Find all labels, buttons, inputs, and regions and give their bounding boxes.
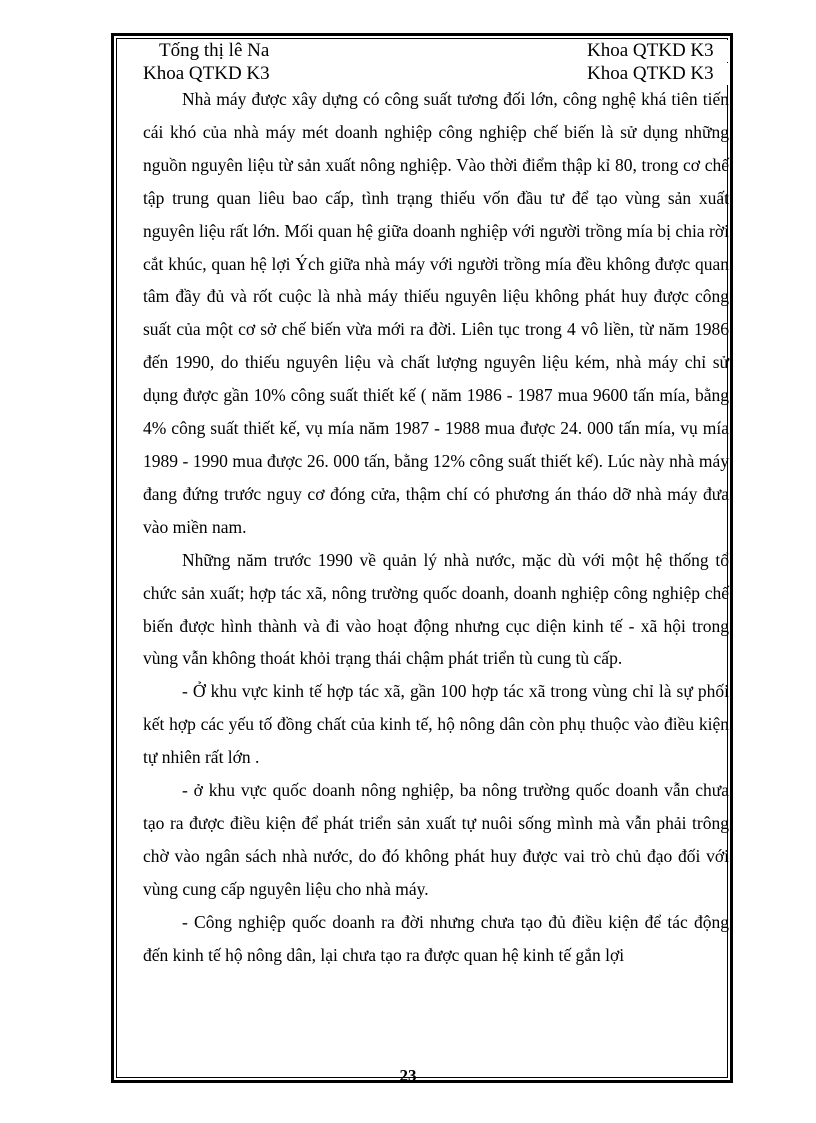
- page-number: 23: [399, 1066, 417, 1085]
- header-department-left: Khoa QTKD K3: [143, 63, 270, 84]
- paragraph: - Công nghiệp quốc doanh ra đời nhưng chưa tạo đủ điều kiện để tác động đến kinh tế hộ nông dân, lại chưa tạo ra được quan hệ kinh tế gắn lợi: [143, 911, 729, 965]
- paragraph: Nhà máy được xây dựng có công suất tương đối lớn, công nghệ khá tiên tiến cái khó của nhà máy mét doanh nghiệp công nghiệp chế biến là sử dụng những nguồn nguyên liệu từ sản xuất nông nghiệp. Vào thời điểm thập kỉ 80, trong cơ chế tập trung quan liêu bao cấp, tình trạng thiếu vốn đầu tư để tạo vùng sản xuất nguyên liệu rất lớn. Mối quan hệ giữa doanh nghiệp với người trồng mía bị chia rời cắt khúc, quan hệ lợi Ých giữa nhà máy với người trồng mía đều không được quan tâm đầy đủ và rốt cuộc là nhà máy thiếu nguyên liệu không phát huy được công suất của một cơ sở chế biến vừa mới ra đời. Liên tục trong 4 vô liền, từ năm 1986 đến 1990, do thiếu nguyên liệu và chất lượng nguyên liệu kém, nhà máy chỉ sử dụng được gần 10% công suất thiết kế ( năm 1986 - 1987 mua 9600 tấn mía, bằng 4% công suất thiết kế, vụ mía năm 1987 - 1988 mua được 24. 000 tấn mía, vụ mía 1989 - 1990 mua được 26. 000 tấn, bằng 12% công suất thiết kế). Lúc này nhà máy đang đứng trước nguy cơ đóng cửa, thậm chí có phương án tháo dỡ nhà máy đưa vào miền nam.: [143, 89, 729, 537]
- header-department-right: Khoa QTKD K3: [587, 63, 714, 84]
- header-author: Tống thị lê Na: [159, 40, 270, 61]
- page-header-row-2: [143, 63, 728, 85]
- header-department: Khoa QTKD K3: [587, 40, 714, 61]
- paragraph: Những năm trước 1990 về quản lý nhà nước, mặc dù với một hệ thống tổ chức sản xuất; hợp tác xã, nông trường quốc doanh, doanh nghiệp công nghiệp chế biến được hình thành và đi vào hoạt động nhưng cục diện kinh tế - xã hội trong vùng vẫn không thoát khỏi trạng thái chậm phát triển tù cung tù cấp.: [143, 549, 729, 669]
- paragraph: - ở khu vực quốc doanh nông nghiệp, ba nông trường quốc doanh vẫn chưa tạo ra được điều kiện để phát triển sản xuất tự nuôi sống mình mà vẫn phải trông chờ vào ngân sách nhà nước, do đó không phát huy được vai trò chủ đạo đối với vùng cung cấp nguyên liệu cho nhà máy.: [143, 780, 729, 899]
- page-header-row-1: [143, 40, 728, 62]
- document-body: [143, 83, 729, 971]
- paragraph: - Ở khu vực kinh tế hợp tác xã, gần 100 hợp tác xã trong vùng chỉ là sự phối kết hợp các yếu tố đồng chất của kinh tế, hộ nông dân còn phụ thuộc vào điều kiện tự nhiên rất lớn .: [143, 681, 729, 768]
